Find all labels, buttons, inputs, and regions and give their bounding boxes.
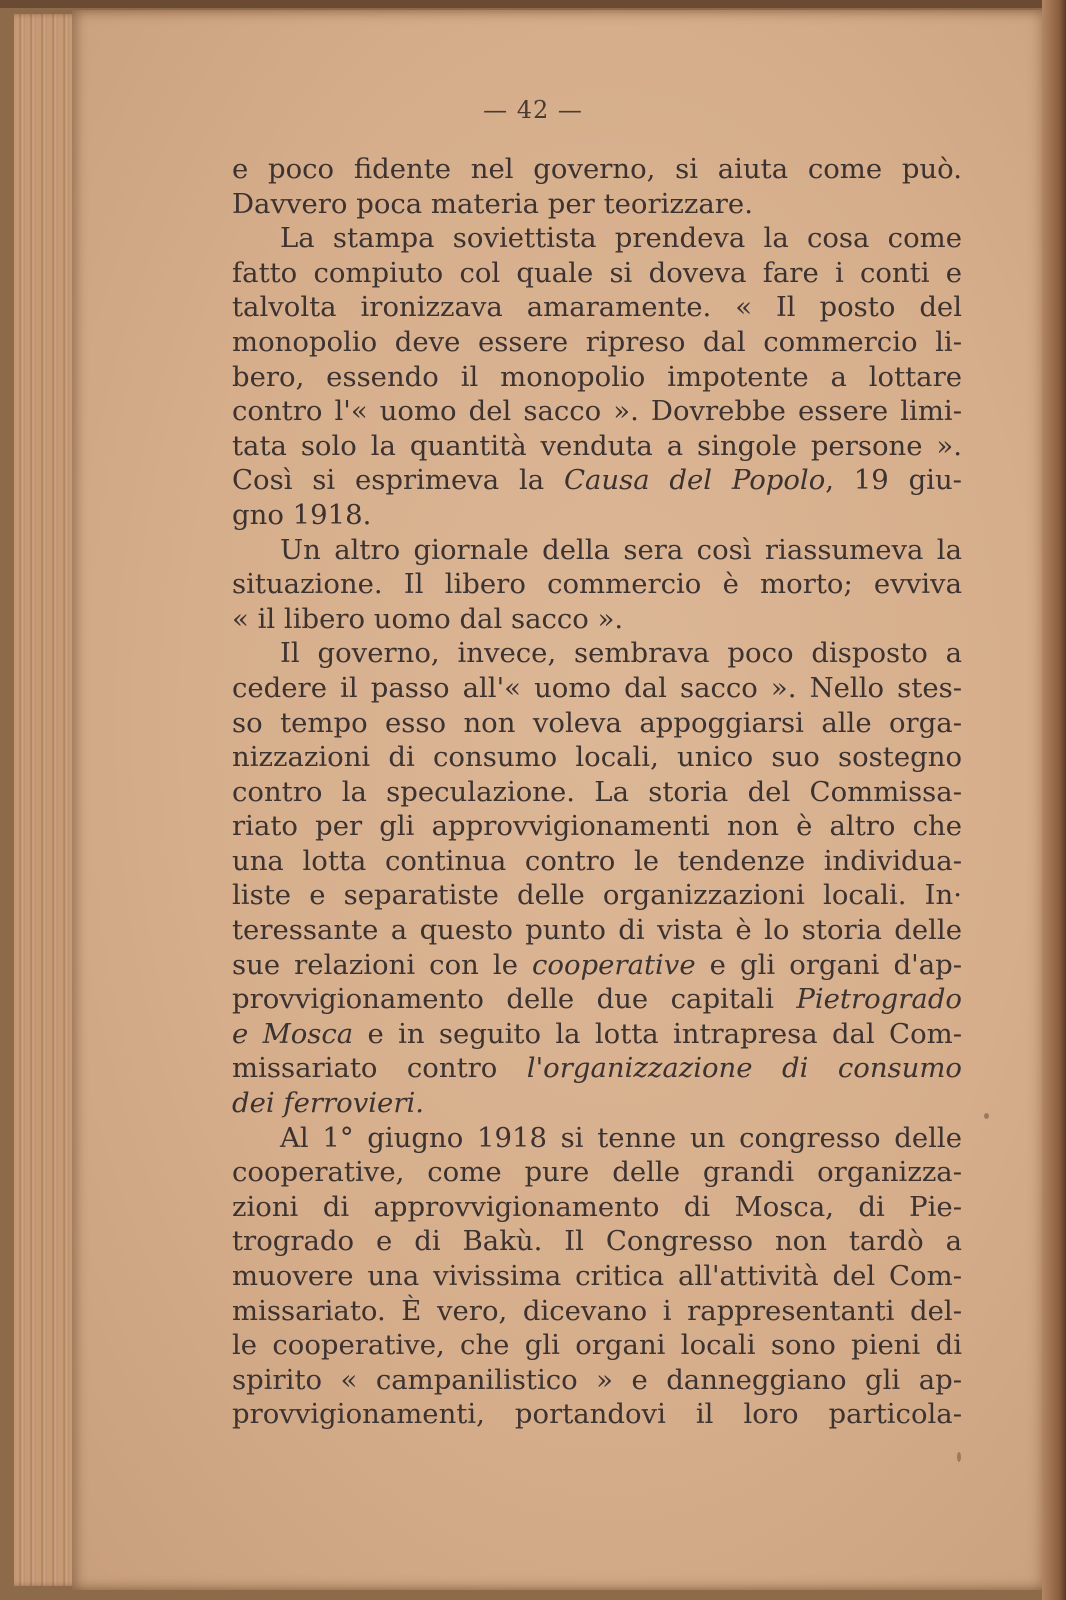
- text-run: , 19 giu-: [825, 464, 962, 497]
- text-line: [232, 152, 962, 187]
- text-line: [232, 706, 962, 741]
- text-line: [232, 913, 962, 948]
- text-run: tata solo la quantità venduta a singole persone ».: [232, 429, 962, 462]
- italic-text: Pietrogrado: [796, 983, 962, 1016]
- text-line: [232, 187, 962, 222]
- text-line: [232, 533, 962, 568]
- text-run: trogrado e di Bakù. Il Congresso non tardò a: [232, 1225, 962, 1258]
- text-run: Davvero poca materia per teorizzare.: [232, 187, 753, 220]
- text-run: bero, essendo il monopolio impotente a lottare: [232, 360, 962, 393]
- text-line: [232, 982, 962, 1017]
- text-line: [232, 1397, 962, 1432]
- text-run: Un altro giornale della sera così riassumeva la: [280, 533, 962, 566]
- italic-text: Causa del Popolo: [563, 464, 826, 497]
- text-run: nizzazioni di consumo locali, unico suo sostegno: [232, 741, 962, 774]
- text-run: contro l'« uomo del sacco ». Dovrebbe essere limi-: [232, 395, 962, 428]
- paper-speck: [984, 1113, 989, 1119]
- italic-text: l'organizzazione di consumo: [526, 1052, 962, 1085]
- text-run: talvolta ironizzava amaramente. « Il posto del: [232, 291, 962, 324]
- text-run: contro la speculazione. La storia del Commissa-: [232, 775, 962, 808]
- text-line: [232, 671, 962, 706]
- text-line: [232, 844, 962, 879]
- text-run: provvigionamento delle due capitali: [232, 983, 797, 1016]
- cover-edge: [0, 0, 1066, 8]
- page-number: — 42 —: [483, 96, 583, 124]
- text-run: teressante a questo punto di vista è lo storia delle: [232, 914, 962, 947]
- text-run: Così si esprimeva la: [232, 464, 564, 497]
- text-run: so tempo esso non voleva appoggiarsi alle orga-: [232, 706, 962, 739]
- text-run: Il governo, invece, sembrava poco disposto a: [280, 637, 962, 670]
- text-run: una lotta continua contro le tendenze individua-: [232, 844, 962, 877]
- text-line: [232, 1190, 962, 1225]
- text-line: [232, 325, 962, 360]
- text-run: fatto compiuto col quale si doveva fare i conti e: [232, 256, 962, 289]
- text-line: [232, 1121, 962, 1156]
- text-run: Al 1° giugno 1918 si tenne un congresso delle: [280, 1121, 962, 1154]
- body-text: [232, 152, 962, 1432]
- text-line: [232, 1224, 962, 1259]
- text-line: [232, 256, 962, 291]
- text-run: e in seguito la lotta intrapresa dal Com-: [353, 1017, 963, 1050]
- italic-text: dei ferrovieri.: [232, 1087, 425, 1120]
- binding-edge: [1042, 0, 1066, 1600]
- text-line: [232, 878, 962, 913]
- text-run: La stampa soviettista prendeva la cosa come: [280, 222, 962, 255]
- text-line: [232, 221, 962, 256]
- text-line: [232, 1363, 962, 1398]
- text-run: le cooperative, che gli organi locali sono pieni di: [232, 1329, 962, 1362]
- text-line: [232, 567, 962, 602]
- italic-text: e Mosca: [232, 1017, 354, 1050]
- italic-text: cooperative: [532, 948, 696, 981]
- text-line: [232, 1155, 962, 1190]
- text-line: [232, 740, 962, 775]
- text-line: [232, 360, 962, 395]
- text-run: cooperative, come pure delle grandi organizza-: [232, 1156, 962, 1189]
- paper-speck: [957, 1452, 961, 1462]
- text-run: situazione. Il libero commercio è morto; evviva: [232, 568, 962, 601]
- text-line: [232, 775, 962, 810]
- text-line: [232, 1294, 962, 1329]
- text-line: [232, 1051, 962, 1086]
- text-line: [232, 1328, 962, 1363]
- text-line: [232, 429, 962, 464]
- text-line: [232, 394, 962, 429]
- text-run: muovere una vivissima critica all'attività del Com-: [232, 1260, 962, 1292]
- text-run: monopolio deve essere ripreso dal commercio li-: [232, 325, 962, 358]
- text-run: e poco fidente nel governo, si aiuta come può.: [232, 153, 962, 185]
- text-run: sue relazioni con le: [232, 948, 533, 981]
- text-line: [232, 1017, 962, 1052]
- text-run: riato per gli approvvigionamenti non è altro che: [232, 810, 962, 843]
- text-line: [232, 636, 962, 671]
- text-line: [232, 290, 962, 325]
- text-run: liste e separatiste delle organizzazioni locali. In·: [232, 879, 962, 912]
- text-run: missariato contro: [232, 1052, 527, 1085]
- text-run: e gli organi d'ap-: [695, 948, 962, 981]
- text-line: [232, 1259, 962, 1294]
- text-run: missariato. È vero, dicevano i rappresentanti del-: [232, 1294, 962, 1327]
- text-run: zioni di approvvigionamento di Mosca, di Pie-: [232, 1190, 962, 1223]
- text-line: [232, 602, 962, 637]
- text-run: spirito « campanilistico » e danneggiano gli ap-: [232, 1363, 962, 1396]
- text-run: cedere il passo all'« uomo dal sacco ». Nello stes-: [232, 671, 962, 704]
- text-run: gno 1918.: [232, 498, 372, 531]
- text-line: [232, 948, 962, 983]
- text-line: [232, 463, 962, 498]
- text-line: [232, 1086, 962, 1121]
- text-line: [232, 498, 962, 533]
- text-run: provvigionamenti, portandovi il loro particola-: [232, 1398, 962, 1431]
- text-run: « il libero uomo dal sacco ».: [232, 602, 624, 635]
- text-line: [232, 809, 962, 844]
